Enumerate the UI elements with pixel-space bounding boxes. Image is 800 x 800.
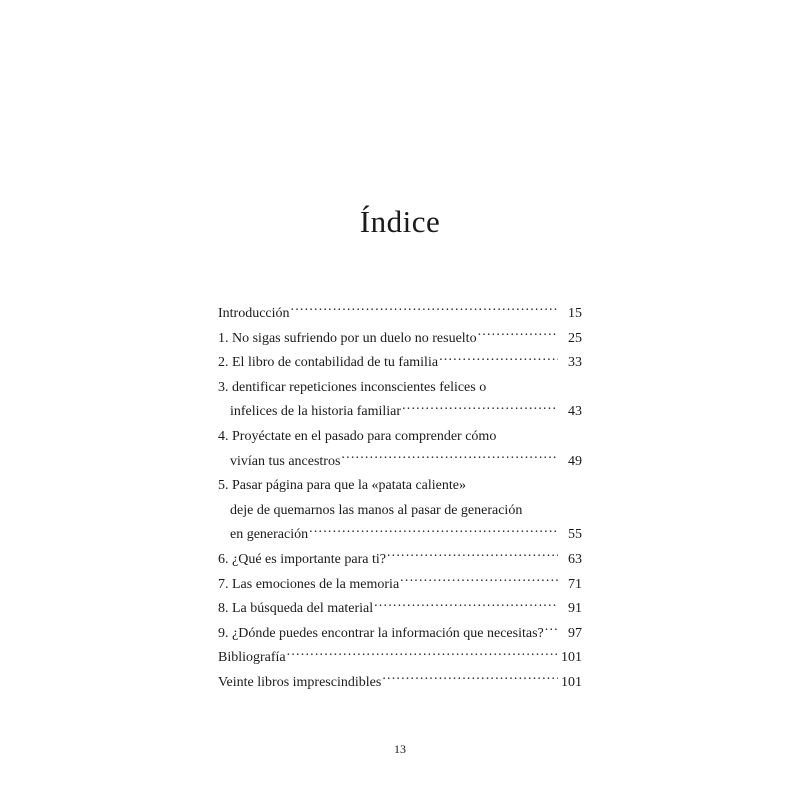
toc-entry (218, 327, 582, 352)
toc-entry-title: 2. El libro de contabilidad de tu familia (218, 355, 439, 371)
toc-entry (218, 548, 582, 573)
toc-entry (218, 302, 582, 327)
toc-entry-title: Veinte libros imprescindibles (218, 674, 382, 690)
toc-entry (218, 400, 582, 425)
toc-entry-page: 97 (568, 625, 582, 641)
dot-leader (439, 352, 558, 366)
toc-entry-title-continuation: infelices de la historia familiar (230, 404, 402, 420)
toc-entry-title: Introducción (218, 306, 290, 321)
toc-entry-page: 49 (568, 453, 582, 469)
toc-entry-title: 3. dentificar repeticiones inconscientes felices o (218, 379, 487, 395)
dot-leader (545, 623, 558, 637)
toc-entry-page: 101 (561, 650, 582, 666)
dot-leader (287, 647, 558, 661)
dot-leader (374, 598, 558, 612)
toc-entry-page: 15 (568, 306, 582, 321)
toc-entry-page: 71 (568, 576, 582, 592)
toc-entry-page: 91 (568, 601, 582, 617)
toc-entry-continued (218, 376, 582, 401)
toc-entry-title-continuation: en generación (230, 527, 309, 543)
dot-leader (387, 549, 558, 563)
toc-entry (218, 351, 582, 376)
toc-entry (218, 597, 582, 622)
dot-leader (400, 574, 558, 588)
toc-entry-title: 4. Proyéctate en el pasado para comprender cómo (218, 428, 497, 444)
page-title: Índice (359, 204, 441, 239)
toc-entry-page: 43 (568, 404, 582, 420)
toc-entry-page: 63 (568, 551, 582, 567)
dot-leader (478, 328, 558, 342)
toc-entry-page: 25 (568, 330, 582, 346)
toc-entry (218, 523, 582, 548)
dot-leader (309, 524, 558, 538)
dot-leader (341, 451, 558, 465)
toc-entry-continued (218, 499, 582, 524)
dot-leader (291, 303, 558, 317)
toc-entry-title: 7. Las emociones de la memoria (218, 576, 400, 592)
dot-leader (402, 401, 558, 415)
toc-entry-title: 5. Pasar página para que la «patata caliente» (218, 478, 466, 494)
toc-entry-page: 33 (568, 355, 582, 371)
toc-entry (218, 622, 582, 647)
toc-entry-title: 1. No sigas sufriendo por un duelo no resuelto (218, 330, 477, 346)
toc-entry (218, 573, 582, 598)
toc-entry-title-continuation: deje de quemarnos las manos al pasar de generación (230, 502, 523, 518)
toc-entry-title-continuation: vivían tus ancestros (230, 453, 341, 469)
toc-entry-title: 6. ¿Qué es importante para ti? (218, 551, 386, 567)
table-of-contents (218, 302, 582, 696)
toc-entry-title: 9. ¿Dónde puedes encontrar la información que necesitas? (218, 625, 544, 641)
toc-entry (218, 671, 582, 696)
toc-entry-title: Bibliografía (218, 650, 286, 666)
dot-leader (382, 672, 558, 686)
toc-entry-page: 101 (561, 674, 582, 690)
toc-entry (218, 646, 582, 671)
toc-entry-continued (218, 425, 582, 450)
page-number: 13 (394, 742, 406, 756)
toc-entry-continued (218, 474, 582, 499)
toc-entry (218, 450, 582, 475)
toc-entry-title: 8. La búsqueda del material (218, 601, 374, 617)
toc-entry-page: 55 (568, 527, 582, 543)
